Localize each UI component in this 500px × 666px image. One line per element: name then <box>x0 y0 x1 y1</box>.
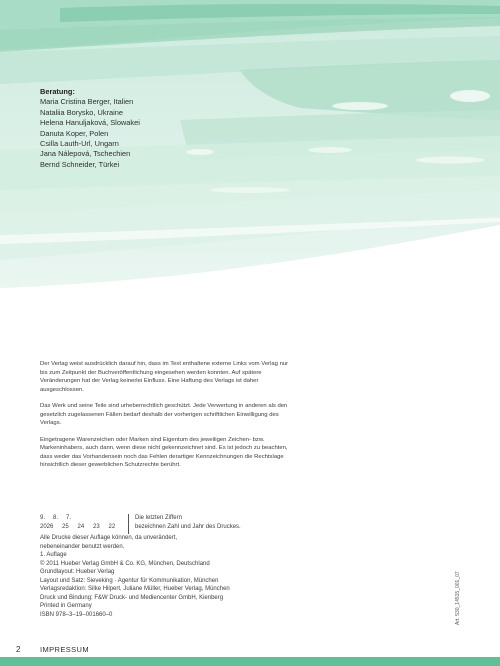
print-year: 25 <box>62 523 69 530</box>
impression-number: 8. <box>53 515 59 521</box>
footer-bar <box>0 657 500 666</box>
legal-notice <box>40 360 290 478</box>
print-year: 2026 <box>40 523 54 530</box>
advisors-heading: Beratung: <box>40 87 75 96</box>
legal-paragraph-links: Der Verlag weist ausdrücklich darauf hin, dass im Text enthaltene externe Links vom Verlag nur bis zum Zeitpunkt der Buchveröffentlichung eingesehen werden konnten. Auf spätere Veränderungen hat der Verlag keinerlei Einfluss. Eine Haftung des Verlags ist daher ausgeschlossen. <box>40 361 289 393</box>
print-year: 24 <box>77 523 85 530</box>
print-line: Grundlayout: Hueber Verlag <box>40 569 115 575</box>
isbn: ISBN 978–3–19–001660–0 <box>40 611 113 618</box>
advisor-name: Bernd Schneider, Türkei <box>40 159 120 169</box>
advisor-name: Csilla Lauth-Url, Ungarn <box>40 139 119 149</box>
print-year: 23 <box>93 523 100 530</box>
advisors-section <box>40 87 140 170</box>
legal-paragraph-trademarks: Eingetragene Warenzeichen oder Marken sind Eigentum des jeweiligen Zeichen- bzw. Markeninhabers, auch dann, wenn diese nicht gekennzeichnet sind. Es ist jedoch zu beachten, dass weder das Vorhandensein noch das Fehlen derartiger Kennzeichnungen die Rechtslage hinsichtlich dieser gewerblichen Schutzrechte berührt. <box>40 436 288 468</box>
legal-paragraph-copyright: Das Werk und seine Teile sind urheberrechtlich geschützt. Jede Verwertung in anderen als den gesetzlich zugelassenen Fällen bedarf deshalb der vorherigen schriftlichen Einwilligung des Verlags. <box>40 403 288 426</box>
print-years <box>40 523 128 532</box>
page-number: 2 <box>16 645 21 654</box>
advisor-name: Maria Cristina Berger, Italien <box>40 97 134 107</box>
printed-in: Printed in Germany <box>40 603 92 609</box>
advisor-name: Nataliia Borysko, Ukraine <box>40 107 123 117</box>
print-line: Verlagsredaktion: Silke Hilpert, Juliane Müller, Hueber Verlag, München <box>40 586 230 592</box>
print-info <box>40 514 241 619</box>
print-year: 22 <box>108 523 116 530</box>
article-code: Art. 530_14515_001_07 <box>455 571 461 625</box>
copyright: © 2011 Hueber Verlag GmbH & Co. KG, München, Deutschland <box>40 560 210 567</box>
page-footer <box>0 645 500 666</box>
print-divider <box>128 514 129 534</box>
print-line: Druck und Bindung: F&W Druck- und Mediencenter GmbH, Kienberg <box>40 594 224 601</box>
print-numbers <box>40 514 128 531</box>
print-note <box>135 514 241 531</box>
advisor-name: Jana Nálepová, Tschechien <box>40 149 131 159</box>
edition: 1. Auflage <box>40 552 67 558</box>
impression-number: 9. <box>40 515 46 521</box>
print-note-line: Die letzten Ziffern <box>135 515 182 521</box>
advisor-name: Danuta Koper, Polen <box>40 128 109 138</box>
print-line: Alle Drucke dieser Auflage können, da unverändert, <box>40 535 178 541</box>
advisor-name: Helena Hanuljaková, Slowakei <box>40 118 140 128</box>
print-line: nebeneinander benutzt werden. <box>40 543 125 550</box>
impression-numbers <box>40 514 128 523</box>
print-numbers-row <box>40 514 241 534</box>
print-line: Layout und Satz: Sieveking · Agentur für Kommunikation, München <box>40 577 219 584</box>
footer-title: IMPRESSUM <box>40 645 90 654</box>
print-note-line: bezeichnen Zahl und Jahr des Druckes. <box>135 523 241 530</box>
impression-number: 7. <box>66 515 72 521</box>
